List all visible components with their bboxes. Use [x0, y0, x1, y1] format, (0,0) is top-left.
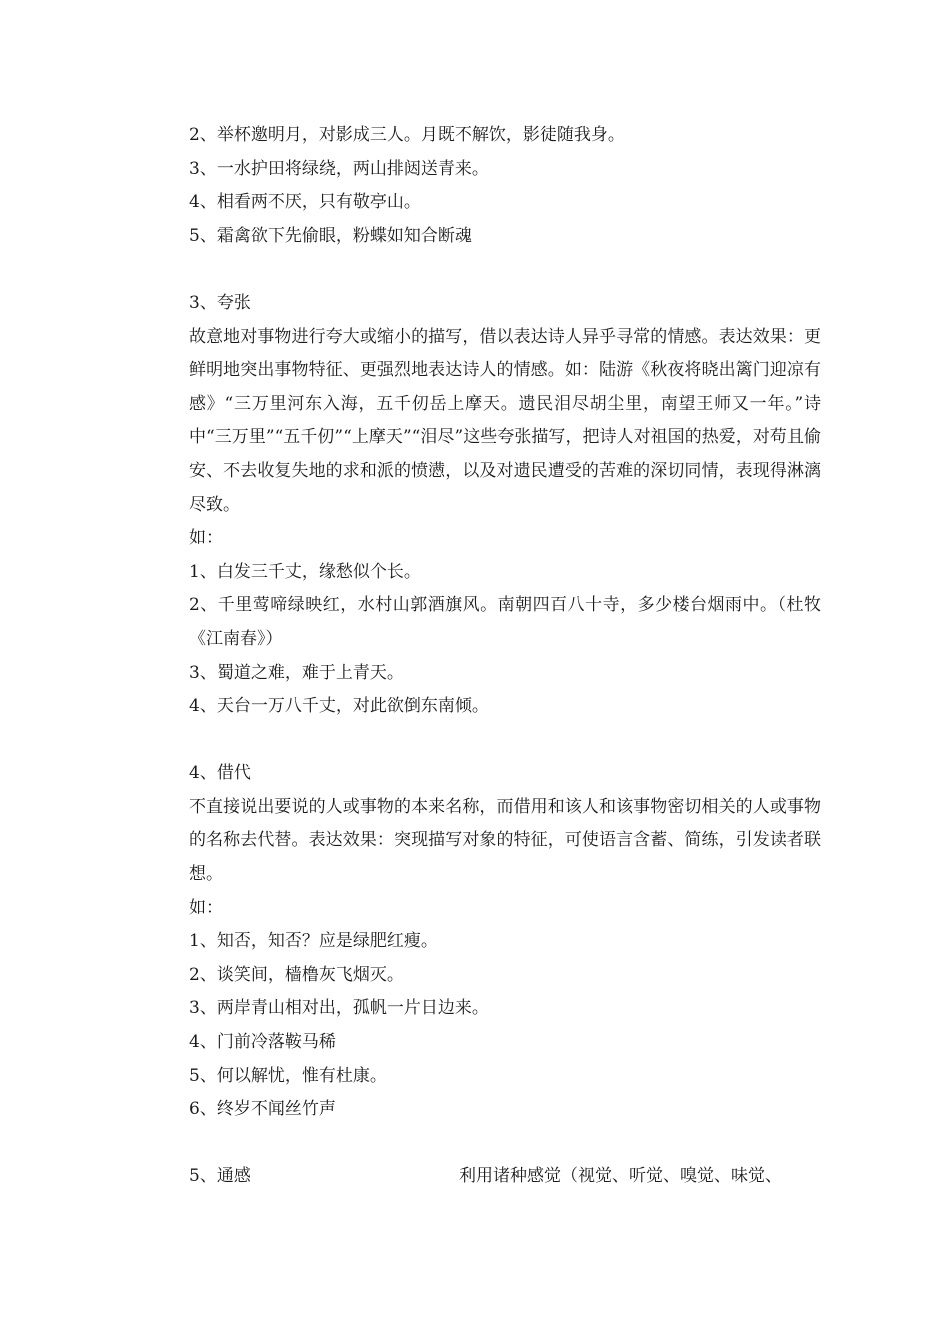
paragraph-gap [189, 1127, 821, 1161]
section-description-synaesthesia: 利用诸种感觉（视觉、听觉、嗅觉、味觉、 [459, 1166, 782, 1187]
example-line: 1、知否，知否？应是绿肥红瘦。 [189, 931, 438, 952]
example-line: 3、蜀道之难，难于上青天。 [189, 662, 404, 683]
example-line: 3、一水护田将绿绕，两山排闼送青来。 [189, 158, 489, 179]
examples-intro: 如： [189, 897, 223, 918]
paragraph-gap [189, 253, 821, 287]
paragraph-gap [189, 724, 821, 758]
example-line: 4、天台一万八千丈，对此欲倒东南倾。 [189, 696, 489, 717]
section-description-hyperbole: 故意地对事物进行夸大或缩小的描写，借以表达诗人异乎寻常的情感。表达效果：更鲜明地突出事物特征、更强烈地表达诗人的情感。如：陆游《秋夜将晓出篱门迎凉有感》“三万里河东入海，五千仞岳上摩天。遗民泪尽胡尘里，南望王师又一年。”诗中“三万里”“五千仞”“上摩天”“泪尽”这些夸张描写，把诗人对祖国的热爱，对苟且偷安、不去收复失地的求和派的愤懑，以及对遗民遭受的苦难的深切同情，表现得淋漓尽致。 [189, 326, 821, 515]
example-line: 6、终岁不闻丝竹声 [189, 1099, 336, 1120]
section-row-synaesthesia [189, 1160, 821, 1194]
example-line: 2、举杯邀明月，对影成三人。月既不解饮，影徒随我身。 [189, 125, 625, 145]
section-heading-hyperbole: 3、夸张 [189, 292, 251, 313]
example-line: 4、相看两不厌，只有敬亭山。 [189, 192, 421, 213]
example-line: 1、白发三千丈，缘愁似个长。 [189, 561, 421, 582]
example-line: 2、千里莺啼绿映红，水村山郭酒旗风。南朝四百八十寺，多少楼台烟雨中。（杜牧《江南春》） [189, 595, 821, 649]
examples-intro: 如： [189, 528, 223, 549]
document-body [189, 119, 821, 1194]
example-line: 5、何以解忧，惟有杜康。 [189, 1065, 387, 1086]
example-line: 4、门前冷落鞍马稀 [189, 1032, 336, 1053]
section-heading-metonymy: 4、借代 [189, 763, 251, 784]
section-heading-synaesthesia: 5、通感 [189, 1166, 251, 1187]
example-line: 2、谈笑间，樯橹灰飞烟灭。 [189, 964, 404, 985]
example-line: 3、两岸青山相对出，孤帆一片日边来。 [189, 998, 489, 1019]
example-line: 5、霜禽欲下先偷眼，粉蝶如知合断魂 [189, 225, 472, 246]
section-description-metonymy: 不直接说出要说的人或事物的本来名称，而借用和该人和该事物密切相关的人或事物的名称去代替。表达效果：突现描写对象的特征，可使语言含蓄、简练，引发读者联想。 [189, 796, 821, 885]
